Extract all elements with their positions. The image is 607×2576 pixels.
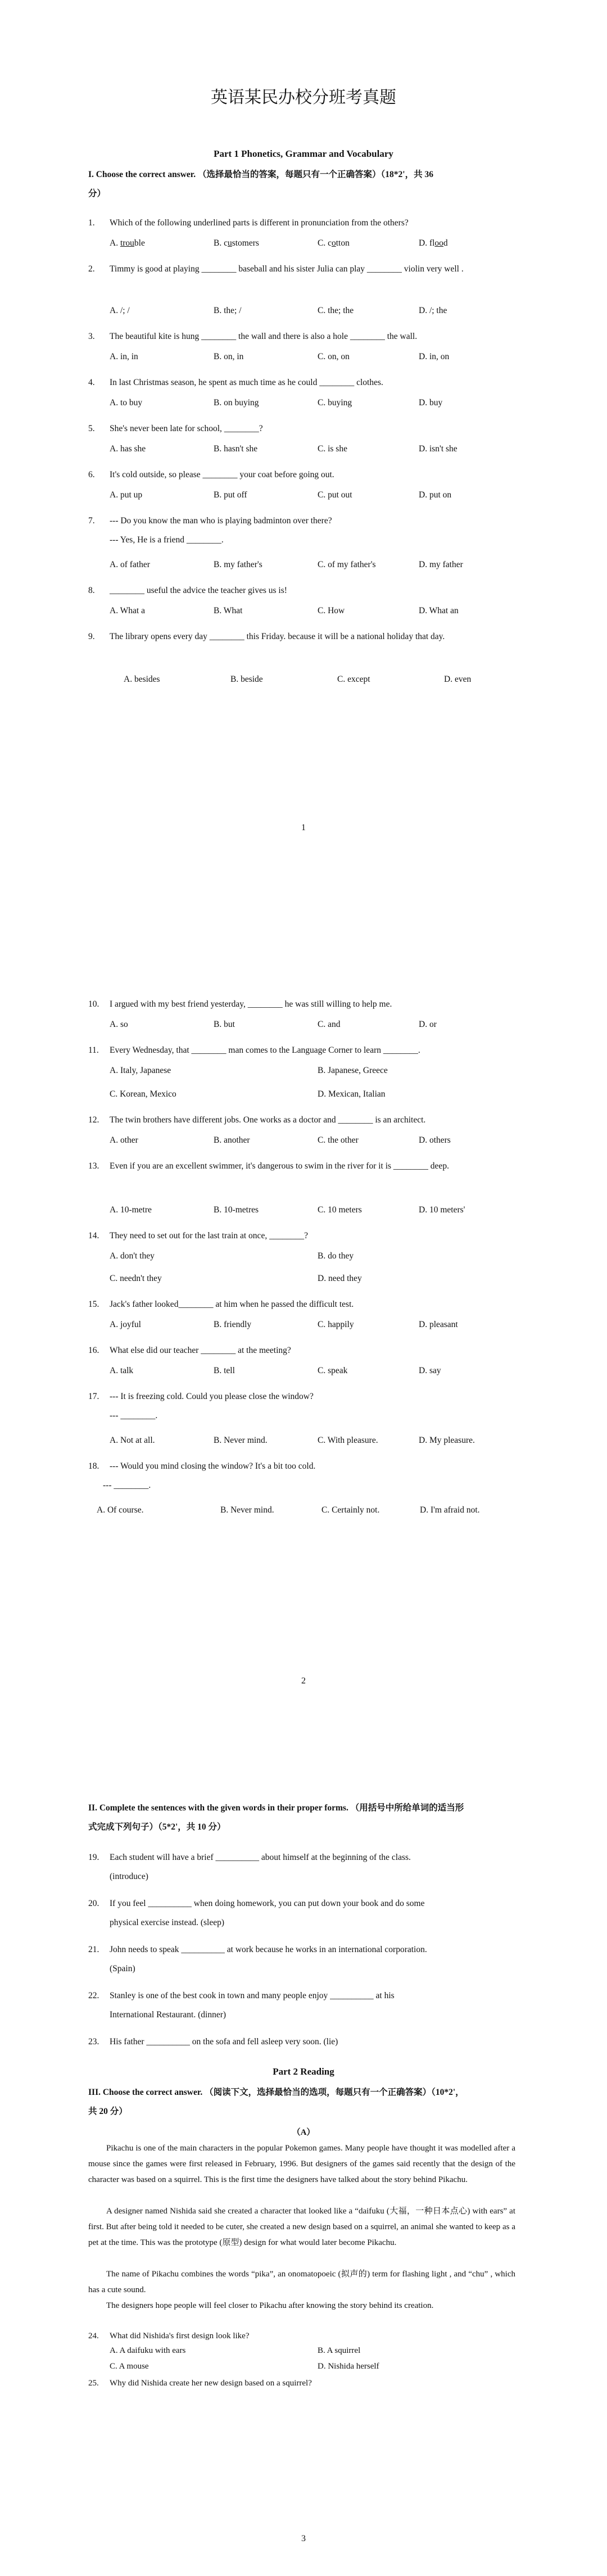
- part2-heading: Part 2 Reading: [273, 2066, 334, 2077]
- passage-paragraph: The name of Pikachu combines the words “pika”, an onomatopoeic (拟声的) term for flashing light , and “chu” , which has a cute sound.: [88, 2270, 515, 2294]
- option-a[interactable]: A. 10-metre: [110, 1205, 152, 1215]
- option-a[interactable]: A. joyful: [110, 1320, 141, 1329]
- option-b[interactable]: B. another: [214, 1135, 250, 1145]
- options-2: [110, 306, 514, 325]
- question-10: 10. I argued with my best friend yesterday, ________ he was still willing to help me.: [88, 999, 392, 1009]
- option-d[interactable]: D. say: [419, 1366, 441, 1375]
- page-number: 2: [301, 1676, 306, 1686]
- options-16: [110, 1366, 514, 1385]
- question-6: 6. It's cold outside, so please ________ your coat before going out.: [88, 470, 334, 479]
- option-c[interactable]: C. cotton: [318, 238, 350, 248]
- option-a[interactable]: A. Not at all.: [110, 1436, 155, 1445]
- option-c[interactable]: C. buying: [318, 398, 352, 408]
- question-4: 4. In last Christmas season, he spent as much time as he could ________ clothes.: [88, 378, 383, 387]
- options-8: [110, 606, 514, 625]
- question-19: 19. Each student will have a brief __________ about himself at the beginning of the class. (introduce): [88, 1853, 411, 1881]
- options-12: [110, 1135, 514, 1155]
- question-18: 18. --- Would you mind closing the window? It's a bit too cold. --- ________.: [88, 1461, 316, 1490]
- passage-a-heading: （A）: [292, 2128, 315, 2137]
- option-c[interactable]: C. speak: [318, 1366, 348, 1375]
- option-c[interactable]: C. the; the: [318, 306, 354, 315]
- option-c[interactable]: C. How: [318, 606, 345, 615]
- option-a[interactable]: A. in, in: [110, 352, 138, 361]
- option-c[interactable]: C. except: [337, 674, 370, 684]
- options-17: [110, 1436, 514, 1455]
- question-1: 1. Which of the following underlined parts is different in pronunciation from the others?: [88, 218, 409, 228]
- option-d[interactable]: D. isn't she: [419, 444, 457, 454]
- question-7: 7. --- Do you know the man who is playing badminton over there? --- Yes, He is a friend ________.: [88, 516, 332, 545]
- option-c[interactable]: C. put out: [318, 490, 352, 500]
- option-c[interactable]: C. Certainly not.: [321, 1505, 380, 1515]
- option-d[interactable]: D. /; the: [419, 306, 447, 315]
- option-b[interactable]: B. on, in: [214, 352, 244, 361]
- option-a[interactable]: A. to buy: [110, 398, 143, 408]
- option-b[interactable]: B. Never mind.: [220, 1505, 274, 1515]
- options-6: [110, 490, 514, 509]
- question-24: 24. What did Nishida's first design look like?: [88, 2331, 250, 2340]
- option-d[interactable]: D. Nishida herself: [318, 2362, 379, 2371]
- option-d[interactable]: D. others: [419, 1135, 451, 1145]
- part1-heading: Part 1 Phonetics, Grammar and Vocabulary: [214, 148, 393, 159]
- question-11: 11. Every Wednesday, that ________ man comes to the Language Corner to learn ________.: [88, 1045, 420, 1055]
- option-d[interactable]: D. My pleasure.: [419, 1436, 475, 1445]
- option-b[interactable]: B. friendly: [214, 1320, 252, 1329]
- page-number: 3: [301, 2534, 306, 2543]
- options-1: [110, 238, 514, 257]
- option-a[interactable]: A. of father: [110, 560, 150, 569]
- option-d[interactable]: D. flood: [419, 238, 448, 248]
- option-b[interactable]: B. Never mind.: [214, 1436, 268, 1445]
- question-20: 20. If you feel __________ when doing homework, you can put down your book and do some physical exercise instead. (sleep): [88, 1899, 425, 1927]
- option-d[interactable]: D. need they: [318, 1274, 362, 1283]
- option-c[interactable]: C. happily: [318, 1320, 354, 1329]
- question-8: 8. ________ useful the advice the teacher gives us is!: [88, 586, 287, 595]
- option-d[interactable]: D. in, on: [419, 352, 450, 361]
- option-b[interactable]: B. 10-metres: [214, 1205, 259, 1215]
- option-d[interactable]: D. Mexican, Italian: [318, 1089, 386, 1099]
- option-b[interactable]: B. beside: [230, 674, 263, 684]
- option-a[interactable]: A. A daifuku with ears: [110, 2346, 186, 2355]
- option-a[interactable]: A. Italy, Japanese: [110, 1066, 171, 1075]
- option-b[interactable]: B. What: [214, 606, 243, 615]
- options-15: [110, 1320, 514, 1339]
- option-b[interactable]: B. hasn't she: [214, 444, 258, 454]
- options-10: [110, 1020, 514, 1039]
- option-d[interactable]: D. buy: [419, 398, 443, 408]
- option-d[interactable]: D. or: [419, 1020, 437, 1029]
- question-3: 3. The beautiful kite is hung ________ the wall and there is also a hole ________ the wall.: [88, 332, 418, 341]
- option-b[interactable]: B. A squirrel: [318, 2346, 361, 2355]
- option-d[interactable]: D. even: [444, 674, 472, 684]
- question-5: 5. She's never been late for school, ________?: [88, 424, 263, 433]
- question-12: 12. The twin brothers have different jobs. One works as a doctor and ________ is an architect.: [88, 1115, 426, 1125]
- option-c[interactable]: C. of my father's: [318, 560, 376, 569]
- option-a[interactable]: A. don't they: [110, 1251, 155, 1261]
- passage-paragraph: The designers hope people will feel closer to Pikachu after knowing the story behind its creation.: [106, 2301, 434, 2310]
- options-11a: [110, 1066, 514, 1085]
- option-d[interactable]: D. 10 meters': [419, 1205, 465, 1215]
- option-b[interactable]: B. but: [214, 1020, 235, 1029]
- question-21: 21. John needs to speak __________ at work because he works in an international corporation. (Spain): [88, 1945, 427, 1973]
- question-16: 16. What else did our teacher ________ at the meeting?: [88, 1346, 291, 1355]
- options-5: [110, 444, 514, 463]
- option-b[interactable]: B. on buying: [214, 398, 259, 408]
- option-a[interactable]: A. trouble: [110, 238, 145, 248]
- option-a[interactable]: A. so: [110, 1020, 128, 1029]
- option-c[interactable]: C. A mouse: [110, 2362, 149, 2371]
- option-a[interactable]: A. other: [110, 1135, 138, 1145]
- question-2: 2. Timmy is good at playing ________ baseball and his sister Julia can play ________ violin very well .: [88, 264, 464, 274]
- question-25: 25. Why did Nishida create her new design based on a squirrel?: [88, 2379, 312, 2388]
- option-d[interactable]: D. I'm afraid not.: [420, 1505, 480, 1515]
- option-b[interactable]: B. Japanese, Greece: [318, 1066, 388, 1075]
- option-d[interactable]: D. put on: [419, 490, 452, 500]
- option-c[interactable]: C. on, on: [318, 352, 350, 361]
- option-a[interactable]: A. talk: [110, 1366, 134, 1375]
- options-14b: [110, 1274, 514, 1293]
- question-15: 15. Jack's father looked________ at him when he passed the difficult test.: [88, 1300, 354, 1309]
- option-b[interactable]: B. my father's: [214, 560, 262, 569]
- option-a[interactable]: A. has she: [110, 444, 146, 454]
- option-c[interactable]: C. and: [318, 1020, 341, 1029]
- options-9: [124, 674, 528, 694]
- question-23: 23. His father __________ on the sofa and fell asleep very soon. (lie): [88, 2037, 338, 2047]
- page-number: 1: [301, 823, 306, 832]
- question-17: 17. --- It is freezing cold. Could you please close the window? --- ________.: [88, 1392, 314, 1420]
- option-a[interactable]: A. /; /: [110, 306, 130, 315]
- option-a[interactable]: A. put up: [110, 490, 143, 500]
- option-b[interactable]: B. tell: [214, 1366, 235, 1375]
- page-title: 英语某民办校分班考真题: [211, 88, 396, 107]
- option-c[interactable]: C. is she: [318, 444, 347, 454]
- options-14a: [110, 1251, 514, 1270]
- options-3: [110, 352, 514, 371]
- option-d[interactable]: D. my father: [419, 560, 463, 569]
- option-c[interactable]: C. the other: [318, 1135, 359, 1145]
- options-13: [110, 1205, 514, 1224]
- question-22: 22. Stanley is one of the best cook in town and many people enjoy __________ at his International Restaurant. (dinner): [88, 1991, 395, 2020]
- question-9: 9. The library opens every day ________ this Friday. because it will be a national holiday that day.: [88, 632, 445, 641]
- options-4: [110, 398, 514, 417]
- option-d[interactable]: D. pleasant: [419, 1320, 458, 1329]
- question-13: 13. Even if you are an excellent swimmer, it's dangerous to swim in the river for it is ________ deep.: [88, 1161, 449, 1171]
- option-c[interactable]: C. Korean, Mexico: [110, 1089, 176, 1099]
- option-a[interactable]: A. Of course.: [97, 1505, 144, 1515]
- option-d[interactable]: D. What an: [419, 606, 459, 615]
- section3-heading: III. Choose the correct answer. （阅读下文，选择最恰当的选项，每题只有一个正确答案）（10*2'， 共 20 分）: [88, 2088, 464, 2116]
- options-18: [97, 1505, 501, 1524]
- passage-paragraph: Pikachu is one of the main characters in the popular Pokemon games. Many people have thought it was modelled after a mouse since the games were first released in February, 1996. But designers of the games said recently that the design of the character was based on a squirrel. This is the first time the designers have talked about the story behind Pikachu.: [88, 2144, 515, 2184]
- option-b[interactable]: B. do they: [318, 1251, 354, 1261]
- section1-heading: I. Choose the correct answer. （选择最恰当的答案，每题只有一个正确答案）（18*2'，共 36 分）: [88, 170, 433, 198]
- option-c[interactable]: C. With pleasure.: [318, 1436, 378, 1445]
- section2-heading: II. Complete the sentences with the given words in their proper forms. （用括号中所给单词的适当形 式完成下列句子）（5*2'，共 10 分）: [88, 1803, 464, 1832]
- option-a[interactable]: A. besides: [124, 674, 160, 684]
- option-b[interactable]: B. put off: [214, 490, 247, 500]
- options-11b: [110, 1089, 514, 1108]
- option-b[interactable]: B. the; /: [214, 306, 242, 315]
- passage-paragraph: A designer named Nishida said she created a character that looked like a “daifuku (大福，一种日本点心) with ears” at first. But after being told it needed to be cuter, she created a new design based on a squirrel, an animal she wanted to keep as a pet at the time. This was the prototype (原型) design for what would later become Pikachu.: [88, 2207, 515, 2247]
- option-b[interactable]: B. customers: [214, 238, 259, 248]
- question-14: 14. They need to set out for the last train at once, ________?: [88, 1231, 308, 1241]
- option-c[interactable]: C. needn't they: [110, 1274, 162, 1283]
- option-a[interactable]: A. What a: [110, 606, 145, 615]
- options-7: [110, 560, 514, 579]
- option-c[interactable]: C. 10 meters: [318, 1205, 362, 1215]
